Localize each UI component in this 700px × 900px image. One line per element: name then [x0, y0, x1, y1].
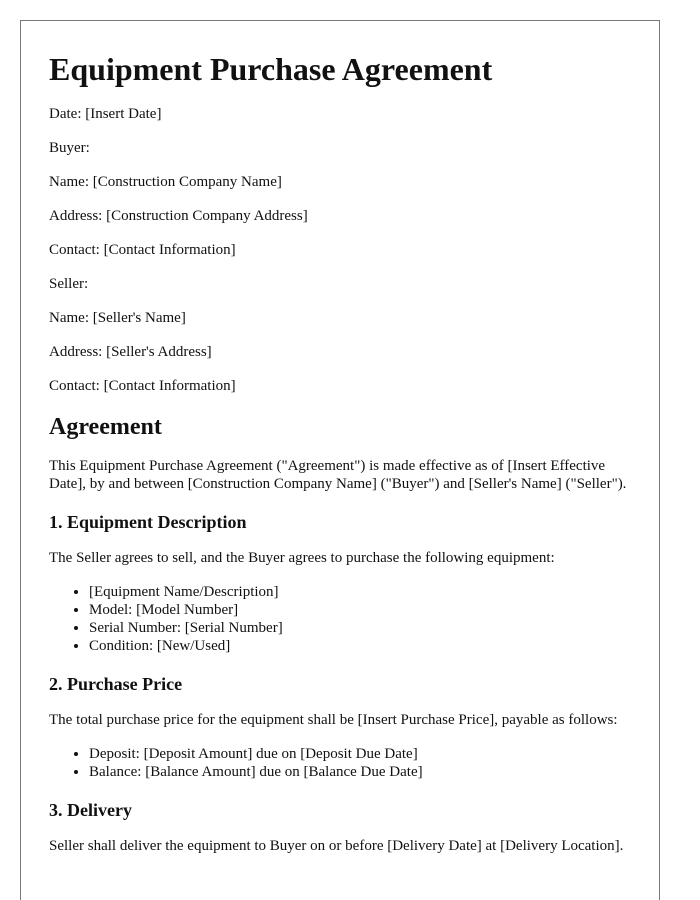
list-item: • Serial Number: [Serial Number] — [89, 619, 631, 637]
buyer-contact: Contact: [Contact Information] — [49, 242, 236, 258]
seller-name: Name: [Seller's Name] — [49, 310, 186, 326]
list-item: • [Equipment Name/Description] — [89, 583, 631, 601]
agreement-intro: This Equipment Purchase Agreement ("Agreement") is made effective as of [Insert Effective Date], by and between [Construction Company Name] ("Buyer") and [Seller's Name] ("Seller"). — [49, 458, 627, 492]
payment-list — [49, 745, 631, 781]
agreement-heading: Agreement — [49, 414, 162, 440]
equipment-section-heading: 1. Equipment Description — [49, 512, 247, 532]
delivery-section-heading: 3. Delivery — [49, 800, 132, 820]
date-line: Date: [Insert Date] — [49, 106, 162, 122]
list-item: • Balance: [Balance Amount] due on [Balance Due Date] — [89, 763, 631, 781]
price-section-text: The total purchase price for the equipment shall be [Insert Purchase Price], payable as follows: — [49, 712, 618, 728]
list-item: • Model: [Model Number] — [89, 601, 631, 619]
document-page — [20, 20, 660, 900]
delivery-section-text: Seller shall deliver the equipment to Buyer on or before [Delivery Date] at [Delivery Location]. — [49, 838, 624, 854]
list-item: • Condition: [New/Used] — [89, 637, 631, 655]
equipment-list — [49, 583, 631, 655]
list-item: • Deposit: [Deposit Amount] due on [Deposit Due Date] — [89, 745, 631, 763]
price-section-heading: 2. Purchase Price — [49, 674, 183, 694]
buyer-address: Address: [Construction Company Address] — [49, 208, 308, 224]
seller-heading: Seller: — [49, 276, 89, 292]
seller-contact: Contact: [Contact Information] — [49, 378, 236, 394]
document-title: Equipment Purchase Agreement — [49, 51, 493, 87]
seller-address: Address: [Seller's Address] — [49, 344, 212, 360]
buyer-heading: Buyer: — [49, 140, 90, 156]
equipment-section-text: The Seller agrees to sell, and the Buyer agrees to purchase the following equipment: — [49, 550, 555, 566]
buyer-name: Name: [Construction Company Name] — [49, 174, 282, 190]
